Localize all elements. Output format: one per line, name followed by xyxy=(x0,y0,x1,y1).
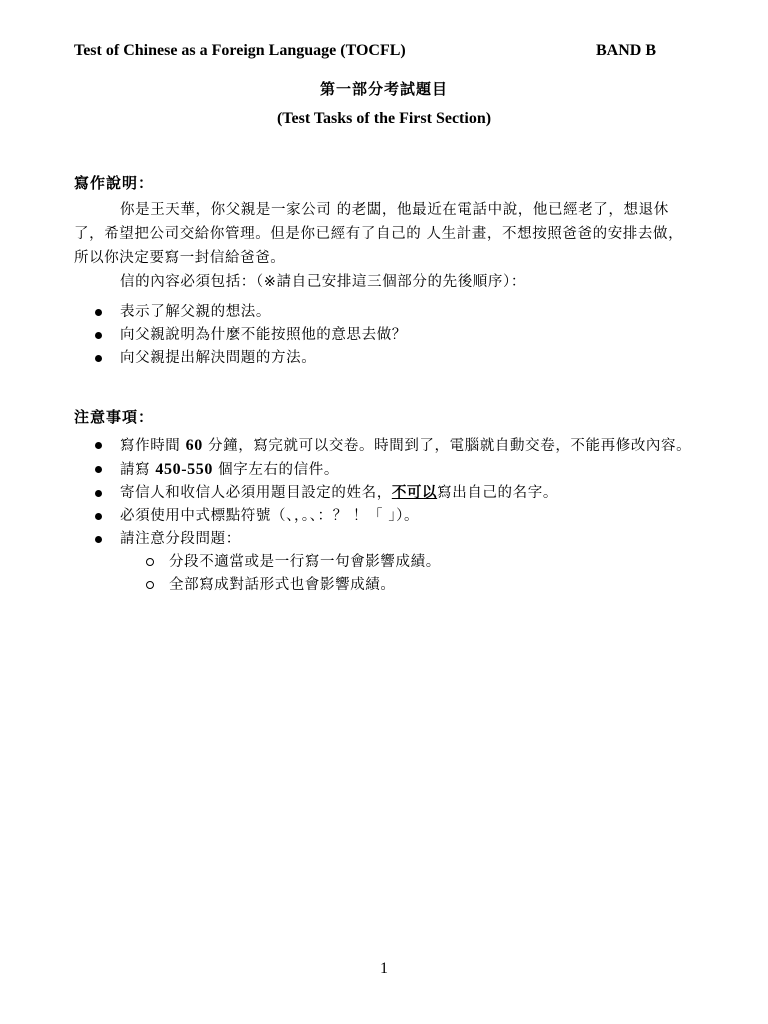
exam-title: Test of Chinese as a Foreign Language (TOCFL) xyxy=(74,42,406,59)
bullet-icon xyxy=(95,332,102,339)
section-title-chinese: 第一部分考試題目 xyxy=(319,80,448,98)
writing-minutes: 60 xyxy=(185,437,203,454)
emphasis-text: 不可以 xyxy=(391,485,438,501)
circle-bullet-icon xyxy=(146,558,154,566)
note-time-after: 分鐘，寫完就可以交卷。時間到了，電腦就自動交卷，不能再修改內容。 xyxy=(202,438,692,454)
note-paragraphing: 請注意分段問題： xyxy=(120,531,241,547)
sub-list-item-text: 全部寫成對話形式也會影響成績。 xyxy=(169,577,396,593)
list-item xyxy=(74,505,696,528)
list-item xyxy=(74,301,696,324)
paragraphing-sublist xyxy=(120,551,696,597)
note-length-before: 請寫 xyxy=(120,462,156,478)
bullet-icon xyxy=(95,355,102,362)
bullet-icon xyxy=(95,466,102,473)
list-item-text: 向父親說明為什麼不能按照他的意思去做？ xyxy=(120,327,407,343)
required-content-list xyxy=(74,301,696,370)
list-item xyxy=(74,347,696,370)
bullet-icon xyxy=(95,490,102,497)
writing-instructions-paragraph: 你是王天華，你父親是一家公司 的老闆，他最近在電話中說，他已經老了，想退休了，希望把公司交給你管理。但是你已經有了自己的 人生計畫，不想按照爸爸的安排去做，所以你決定要寫一封信給爸爸。 xyxy=(74,202,684,266)
sub-list-item-text: 分段不適當或是一行寫一句會影響成績。 xyxy=(169,554,441,570)
bullet-icon xyxy=(95,536,102,543)
bullet-icon xyxy=(95,513,102,520)
sub-list-item xyxy=(120,551,696,574)
list-item xyxy=(74,528,696,597)
circle-bullet-icon xyxy=(146,581,154,589)
notes-heading: 注意事項： xyxy=(74,408,155,426)
writing-instructions-heading: 寫作說明： xyxy=(74,174,155,192)
page-number: 1 xyxy=(380,960,388,977)
document-header xyxy=(74,42,656,64)
note-length-after: 個字左右的信件。 xyxy=(212,462,339,478)
note-punctuation: 必須使用中式標點符號（、，。、：？ ！「 」）。 xyxy=(120,508,420,524)
note-name-after: 寫出自己的名字。 xyxy=(437,485,558,501)
note-name-before: 寄信人和收信人必須用題目設定的姓名， xyxy=(120,485,392,501)
list-item xyxy=(74,324,696,347)
letter-content-intro: 信的內容必須包括：（※請自己安排這三個部分的先後順序）： xyxy=(120,274,526,290)
bullet-icon xyxy=(95,309,102,316)
list-item xyxy=(74,458,696,482)
list-item xyxy=(74,482,696,505)
band-label: BAND B xyxy=(595,42,656,59)
notes-list xyxy=(74,434,696,597)
character-count: 450-550 xyxy=(155,461,213,478)
sub-list-item xyxy=(120,574,696,597)
list-item-text: 向父親提出解決問題的方法。 xyxy=(120,350,317,366)
bullet-icon xyxy=(95,442,102,449)
section-title-english: (Test Tasks of the First Section) xyxy=(276,110,492,127)
note-time-before: 寫作時間 xyxy=(120,438,186,454)
list-item xyxy=(74,434,696,458)
list-item-text: 表示了解父親的想法。 xyxy=(120,304,271,320)
